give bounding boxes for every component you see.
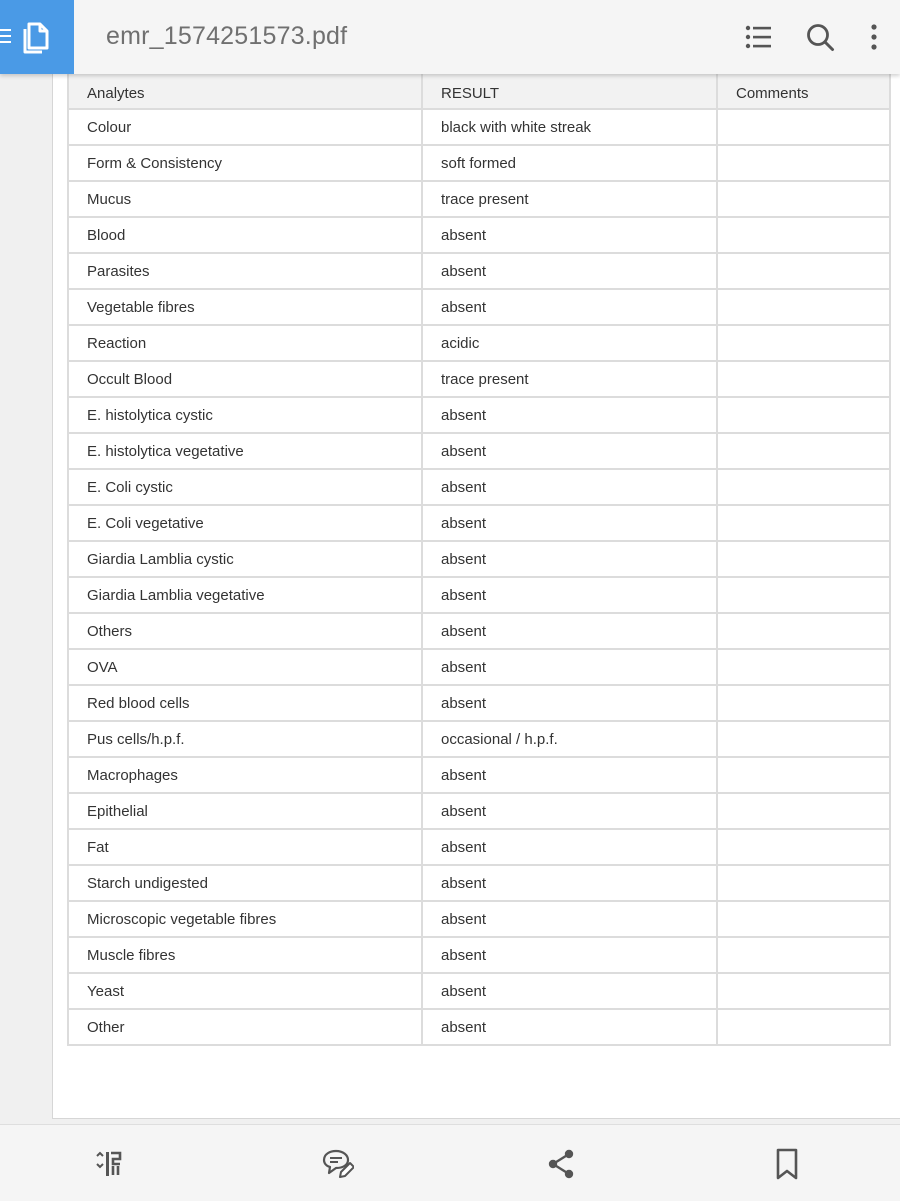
analyte-cell: Others bbox=[68, 613, 422, 649]
table-row bbox=[68, 973, 890, 1009]
comment-cell bbox=[717, 829, 890, 865]
result-cell: absent bbox=[422, 469, 717, 505]
analyte-cell: Pus cells/h.p.f. bbox=[68, 721, 422, 757]
search-icon[interactable] bbox=[805, 22, 835, 52]
analyte-cell: E. histolytica vegetative bbox=[68, 433, 422, 469]
drawer-button[interactable] bbox=[0, 0, 74, 74]
result-cell: absent bbox=[422, 217, 717, 253]
analyte-cell: Epithelial bbox=[68, 793, 422, 829]
analyte-cell: Macrophages bbox=[68, 757, 422, 793]
comment-cell bbox=[717, 973, 890, 1009]
comment-cell bbox=[717, 613, 890, 649]
table-row bbox=[68, 469, 890, 505]
result-cell: absent bbox=[422, 397, 717, 433]
result-cell: absent bbox=[422, 289, 717, 325]
outline-list-icon[interactable] bbox=[744, 22, 774, 52]
analyte-cell: Occult Blood bbox=[68, 361, 422, 397]
result-cell: absent bbox=[422, 937, 717, 973]
analyte-cell: Other bbox=[68, 1009, 422, 1045]
analyte-cell: Form & Consistency bbox=[68, 145, 422, 181]
table-row bbox=[68, 433, 890, 469]
result-cell: absent bbox=[422, 901, 717, 937]
comment-cell bbox=[717, 217, 890, 253]
comment-cell bbox=[717, 901, 890, 937]
table-row bbox=[68, 397, 890, 433]
bookmark-icon[interactable] bbox=[770, 1147, 804, 1181]
bottom-toolbar bbox=[0, 1124, 900, 1201]
analyte-cell: E. Coli vegetative bbox=[68, 505, 422, 541]
table-row bbox=[68, 217, 890, 253]
share-icon[interactable] bbox=[544, 1147, 578, 1181]
comment-cell bbox=[717, 361, 890, 397]
document-icon bbox=[23, 20, 51, 54]
comment-edit-icon[interactable] bbox=[320, 1147, 354, 1181]
table-row bbox=[68, 829, 890, 865]
result-cell: absent bbox=[422, 505, 717, 541]
analyte-cell: Giardia Lamblia cystic bbox=[68, 541, 422, 577]
document-title: emr_1574251573.pdf bbox=[106, 22, 348, 50]
result-cell: soft formed bbox=[422, 145, 717, 181]
reflow-icon[interactable] bbox=[93, 1147, 127, 1181]
comment-cell bbox=[717, 685, 890, 721]
menu-icon bbox=[0, 28, 11, 44]
analyte-cell: Blood bbox=[68, 217, 422, 253]
table-row bbox=[68, 937, 890, 973]
comment-cell bbox=[717, 325, 890, 361]
table-row bbox=[68, 541, 890, 577]
table-row bbox=[68, 901, 890, 937]
comment-cell bbox=[717, 469, 890, 505]
result-cell: absent bbox=[422, 973, 717, 1009]
header-analytes: Analytes bbox=[68, 74, 422, 109]
analyte-cell: Giardia Lamblia vegetative bbox=[68, 577, 422, 613]
result-cell: absent bbox=[422, 793, 717, 829]
result-cell: absent bbox=[422, 433, 717, 469]
comment-cell bbox=[717, 253, 890, 289]
table-row bbox=[68, 289, 890, 325]
result-cell: absent bbox=[422, 253, 717, 289]
result-cell: absent bbox=[422, 541, 717, 577]
result-cell: absent bbox=[422, 649, 717, 685]
pdf-page bbox=[52, 74, 900, 1119]
table-row bbox=[68, 649, 890, 685]
analyte-cell: Parasites bbox=[68, 253, 422, 289]
table-row bbox=[68, 1009, 890, 1045]
table-row bbox=[68, 793, 890, 829]
comment-cell bbox=[717, 145, 890, 181]
table-row bbox=[68, 145, 890, 181]
header-result: RESULT bbox=[422, 74, 717, 109]
comment-cell bbox=[717, 181, 890, 217]
comment-cell bbox=[717, 433, 890, 469]
comment-cell bbox=[717, 541, 890, 577]
top-app-bar bbox=[0, 0, 900, 74]
analyte-cell: Microscopic vegetable fibres bbox=[68, 901, 422, 937]
result-cell: occasional / h.p.f. bbox=[422, 721, 717, 757]
table-row bbox=[68, 325, 890, 361]
result-cell: absent bbox=[422, 577, 717, 613]
result-cell: absent bbox=[422, 757, 717, 793]
table-row bbox=[68, 757, 890, 793]
results-table bbox=[67, 74, 891, 1046]
table-row bbox=[68, 253, 890, 289]
header-comments: Comments bbox=[717, 74, 890, 109]
table-row bbox=[68, 613, 890, 649]
table-row bbox=[68, 181, 890, 217]
analyte-cell: Mucus bbox=[68, 181, 422, 217]
result-cell: trace present bbox=[422, 181, 717, 217]
result-cell: absent bbox=[422, 865, 717, 901]
comment-cell bbox=[717, 505, 890, 541]
comment-cell bbox=[717, 721, 890, 757]
table-row bbox=[68, 685, 890, 721]
result-cell: absent bbox=[422, 829, 717, 865]
result-cell: black with white streak bbox=[422, 109, 717, 145]
analyte-cell: E. Coli cystic bbox=[68, 469, 422, 505]
result-cell: trace present bbox=[422, 361, 717, 397]
analyte-cell: E. histolytica cystic bbox=[68, 397, 422, 433]
comment-cell bbox=[717, 577, 890, 613]
analyte-cell: Fat bbox=[68, 829, 422, 865]
analyte-cell: Colour bbox=[68, 109, 422, 145]
analyte-cell: Yeast bbox=[68, 973, 422, 1009]
analyte-cell: Reaction bbox=[68, 325, 422, 361]
result-cell: absent bbox=[422, 613, 717, 649]
analyte-cell: Vegetable fibres bbox=[68, 289, 422, 325]
comment-cell bbox=[717, 109, 890, 145]
table-row bbox=[68, 865, 890, 901]
comment-cell bbox=[717, 649, 890, 685]
result-cell: absent bbox=[422, 685, 717, 721]
table-row bbox=[68, 721, 890, 757]
table-row bbox=[68, 361, 890, 397]
analyte-cell: OVA bbox=[68, 649, 422, 685]
comment-cell bbox=[717, 793, 890, 829]
table-row bbox=[68, 505, 890, 541]
result-cell: absent bbox=[422, 1009, 717, 1045]
table-row bbox=[68, 577, 890, 613]
analyte-cell: Red blood cells bbox=[68, 685, 422, 721]
analyte-cell: Starch undigested bbox=[68, 865, 422, 901]
table-row bbox=[68, 109, 890, 145]
document-viewer[interactable] bbox=[0, 74, 900, 1124]
table-header-row bbox=[68, 74, 890, 109]
comment-cell bbox=[717, 937, 890, 973]
comment-cell bbox=[717, 289, 890, 325]
analyte-cell: Muscle fibres bbox=[68, 937, 422, 973]
comment-cell bbox=[717, 1009, 890, 1045]
comment-cell bbox=[717, 865, 890, 901]
more-vert-icon[interactable] bbox=[859, 22, 889, 52]
comment-cell bbox=[717, 757, 890, 793]
result-cell: acidic bbox=[422, 325, 717, 361]
comment-cell bbox=[717, 397, 890, 433]
